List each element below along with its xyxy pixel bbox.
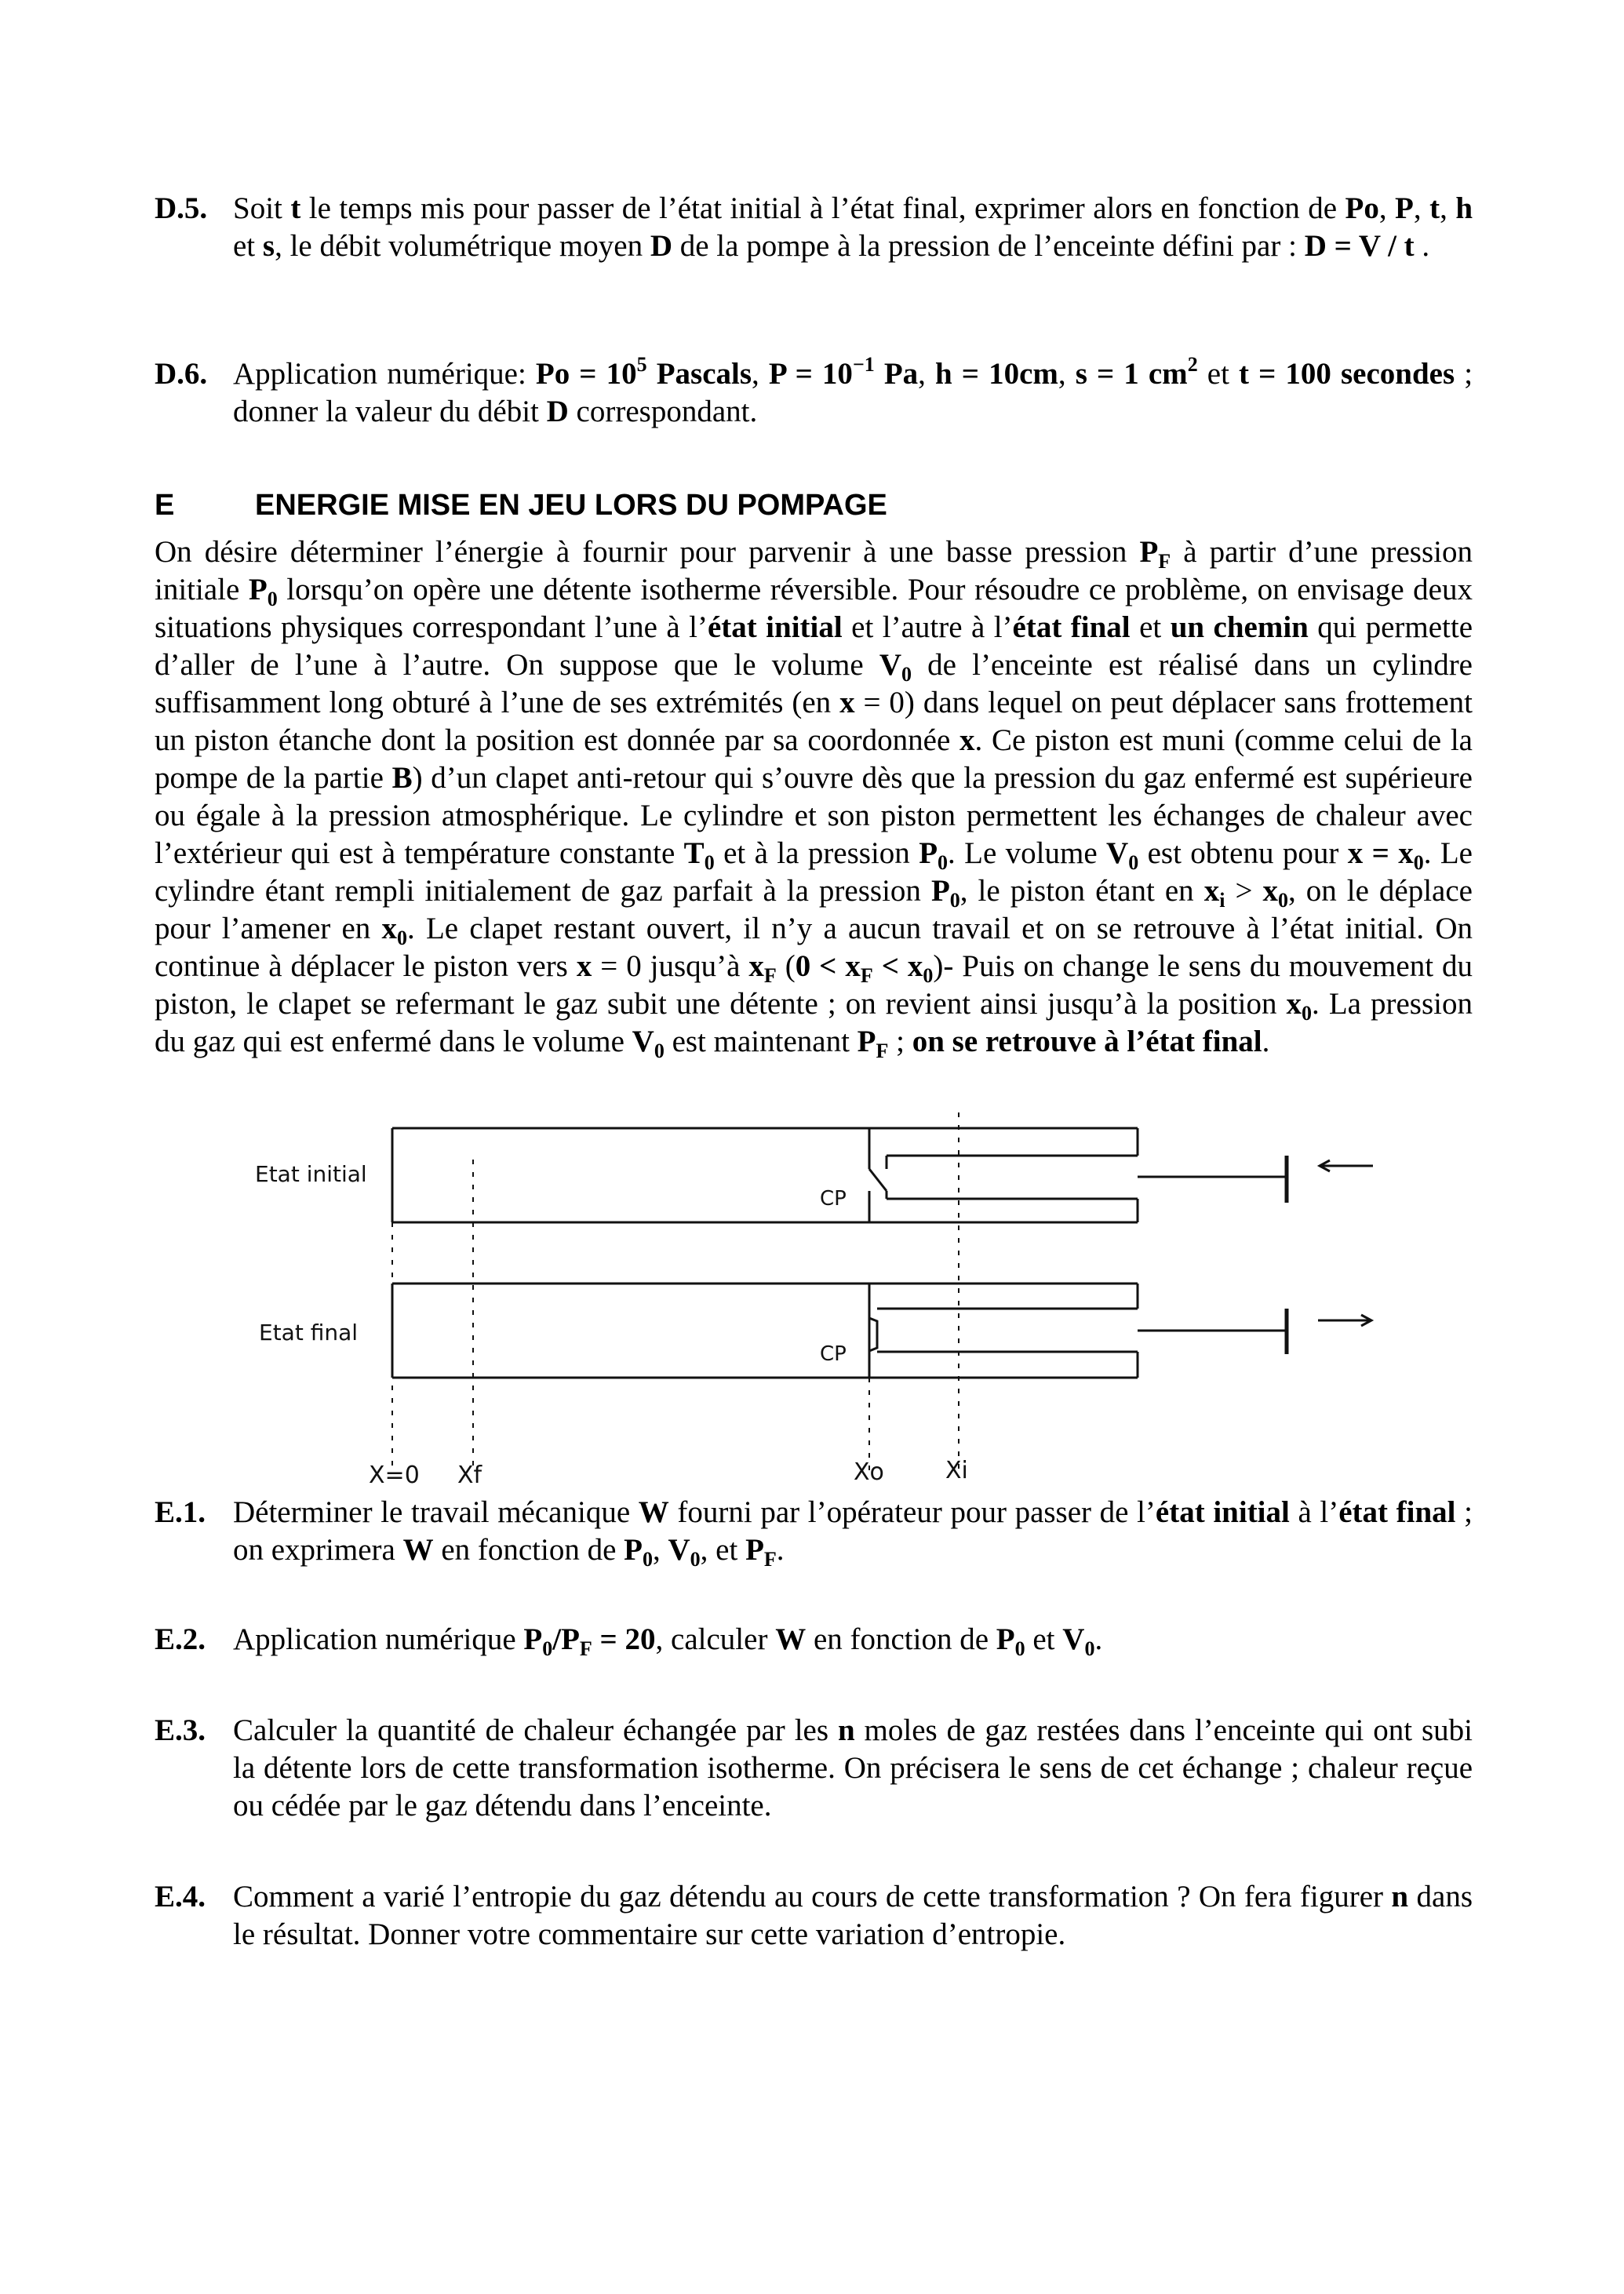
axis-label-xi: Xi (945, 1457, 968, 1484)
valve-open (869, 1169, 887, 1191)
valve-label-initial: CP (820, 1187, 847, 1211)
question-label: E.4. (155, 1880, 206, 1913)
question-e2 (155, 1621, 1473, 1659)
intro-paragraph: On désire déterminer l’énergie à fournir pour parvenir à une basse pression $P_F$ à partir d’une pression initiale $P_0$ lorsqu’on opère une détente isotherme réversible. Pour résoudre ce problème, on envisage deux situations physiques correspondant l’une à l’état initial et l’autre à l’état final et un chemin qui permette d’aller de l’une à l’autre. On suppose que le volume $V_0$ de l’enceinte est réalisé dans un cylindre suffisamment long obturé à l’une de ses extrémités (en x = 0) dans lequel on peut déplacer sans frottement un piston étanche dont la position est donnée par sa coordonnée x. Ce piston est muni (comme celui de la pompe de la partie B) d’un clapet anti-retour qui s’ouvre dès que la pression du gaz enfermé est supérieure ou égale à la pression atmosphérique. Le cylindre et son piston permettent les échanges de chaleur avec l’extérieur qui est à température constante $T_0$ et à la pression $P_0$. Le volume $V_0$ est obtenu pour $x = x_0$. Le cylindre étant rempli initialement de gaz parfait à la pression $P_0$, le piston étant en $x_i > x_0$, on le déplace pour l’amener en $x_0$. Le clapet restant ouvert, il n’y a aucun travail et on se retrouve à l’état initial. On continue à déplacer le piston vers x = 0 jusqu’à $x_F$ $(0 < x_F < x_0)-$ Puis on change le sens du mouvement du piston, le clapet se refermant le gaz subit une détente ; on revient ainsi jusqu’à la position $x_0$. La pression du gaz qui est enfermé dans le volume $V_0$ est maintenant $P_F$ ; on se retrouve à l’état final. (155, 535, 1473, 1062)
position-markers (392, 1112, 959, 1473)
section-title: ENERGIE MISE EN JEU LORS DU POMPAGE (255, 489, 887, 522)
valve-label-final: CP (820, 1342, 847, 1366)
question-text: Déterminer le travail mécanique W fourni par l’opérateur pour passer de l’état initial à l’état final ; on exprimera W en fonction de $P_0$, $V_0$, et $P_F$. (233, 1495, 1473, 1571)
question-e1 (155, 1494, 1473, 1569)
label-etat-final: Etat final (259, 1320, 359, 1345)
axis-label-xo: Xo (854, 1458, 884, 1486)
question-e3 (155, 1712, 1473, 1825)
question-text: Application numérique: $Po = 10^5$ Pascals, $P = 10^{-1}$ Pa, h = 10cm, s = 1 $cm^2$ et t = 100 secondes ; donner la valeur du débit D correspondant. (233, 353, 1473, 428)
question-d6 (155, 355, 1473, 431)
cylinder-initial (392, 1128, 1373, 1222)
cylinder-final (392, 1284, 1371, 1378)
question-label: D.6. (155, 357, 208, 391)
question-label: D.5. (155, 191, 208, 225)
axis-label-x0: X=0 (369, 1462, 420, 1489)
question-label: E.2. (155, 1622, 206, 1656)
question-text: Calculer la quantité de chaleur échangée par les n moles de gaz restées dans l’enceinte qui ont subi la détente lors de cette transformation isotherme. On précisera le sens de cet échange ; chaleur reçue ou cédée par le gaz détendu dans l’enceinte. (233, 1713, 1473, 1822)
question-text: Application numérique $P_0/P_F = 20$, calculer W en fonction de $P_0$ et $V_0$. (233, 1622, 1103, 1660)
question-label: E.1. (155, 1495, 206, 1529)
section-heading (155, 486, 887, 524)
question-text: Comment a varié l’entropie du gaz détendu au cours de cette transformation ? On fera figurer n dans le résultat. Donner votre commentaire sur cette variation d’entropie. (233, 1880, 1473, 1951)
question-text: Soit t le temps mis pour passer de l’état initial à l’état final, exprimer alors en fonction de Po, P, t, h et s, le débit volumétrique moyen D de la pompe à la pression de l’enceinte défini par : D = V / t . (233, 191, 1473, 263)
piston-cylinder-diagram (235, 1112, 1396, 1497)
question-d5 (155, 190, 1473, 265)
question-e4 (155, 1878, 1473, 1954)
label-etat-initial: Etat initial (255, 1161, 367, 1187)
section-intro (155, 533, 1473, 1061)
section-letter: E (155, 489, 175, 522)
axis-label-xf: Xf (457, 1462, 482, 1489)
question-label: E.3. (155, 1713, 206, 1747)
